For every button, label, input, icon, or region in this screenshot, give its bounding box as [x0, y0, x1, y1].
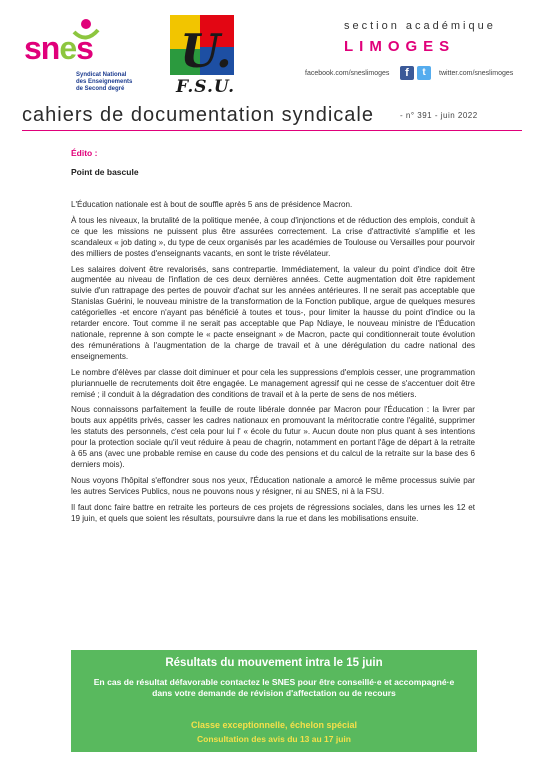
snes-wordmark: snes: [24, 30, 93, 66]
paragraph: Nous connaissons parfaitement la feuille de route libérale donnée par Macron pour l'Éducation : la livrer par bouts aux appétits privés, casser les cadres nationaux en promouvant la méritocratie contre l'égalité, supprimer les statuts des personnels, c'est cela pour lui l' « école du futur ». Aucun doute non plus quant à ses intentions pour la protection sociale qu'il veut réduire à peau de chagrin, notamment en portant l'âge de départ à la retraite à 65 ans (avec une probable remise en cause du code des pensions et du calcul de la retraite sur la base des 6 derniers mois).: [71, 405, 475, 469]
publication-title: [22, 104, 522, 130]
city-label: LIMOGES: [344, 38, 456, 55]
article-kicker: Édito :: [71, 148, 98, 158]
fsu-mark: U.: [180, 24, 232, 75]
social-links: [305, 66, 530, 82]
issue-number: - n° 391 - juin 2022: [400, 111, 478, 120]
paragraph: L'Éducation nationale est à bout de souffle après 5 ans de présidence Macron.: [71, 200, 353, 209]
twitter-link[interactable]: twitter.com/sneslimoges: [439, 70, 514, 77]
article: [71, 148, 475, 524]
article-heading: Point de bascule: [71, 167, 139, 177]
facebook-link[interactable]: facebook.com/sneslimoges: [305, 70, 390, 77]
paragraph: Les salaires doivent être revalorisés, sans contrepartie. Immédiatement, la valeur du point d'indice doit être augmentée au niveau de l'inflation de ces deux dernières années. Cette augmentation doit être rapidement suivie d'un rattrapage des pertes de pouvoir d'achat sur les années antérieures. Il ne serait pas acceptable que Stanislas Guérini, le nouveau ministre de la transformation de la Fonction publique, argue de quelques mesures catégorielles -et encore n'ayant pas bénéficié à toutes et tous-, pour limiter la hausse du point d'indice ou la retarder encore. Tout comme il ne serait pas acceptable que Pap Ndiaye, le nouveau ministre de l'Éducation nationale, reprenne à son compte le « pacte enseignant » de Macron, pacte qui conditionnerait toute évolution des rémunérations à l'augmentation de la charge de travail et à une dérégulation du cadre national des enseignements.: [71, 264, 475, 361]
results-announcement-box: [71, 650, 477, 752]
header: [0, 0, 545, 105]
title-divider: [22, 130, 522, 131]
snes-logo: [24, 18, 134, 98]
paragraph: Il faut donc faire battre en retraite les porteurs de ces projets de régressions sociales, dans les urnes les 12 et 19 juin, et quels que soient les résultats, poursuivre dans la rue et dans les mobilisations ensuite.: [71, 502, 475, 523]
title-main: cahiers de documentation syndicale: [22, 104, 374, 126]
classe-subtitle: Consultation des avis du 13 au 17 juin: [197, 734, 351, 744]
snes-tagline: Syndicat National des Enseignements de Second degré: [76, 72, 133, 92]
results-title: Résultats du mouvement intra le 15 juin: [165, 657, 383, 669]
fsu-label: F.S.U.: [176, 77, 236, 97]
fsu-logo: [170, 15, 240, 97]
section-label: section académique: [344, 20, 496, 32]
facebook-icon[interactable]: f: [400, 66, 414, 80]
classe-title: Classe exceptionnelle, échelon spécial: [190, 720, 358, 730]
paragraph: Le nombre d'élèves par classe doit diminuer et pour cela les suppressions d'emplois cesser, une programmation pluriannuelle de recrutements doit être engagée. Le management agressif qui ne cesse de s'accentuer doit être remisé ; il conduit à la dégradation des conditions de travail et à la perte de sens de nos métiers.: [71, 367, 475, 399]
paragraph: Nous voyons l'hôpital s'effondrer sous nos yeux, l'Éducation nationale a amorcé le même processus suivie par les autres Services Publics, nous ne pouvons nous y résigner, ni au SNES, ni à la FSU.: [71, 475, 475, 496]
results-text: En cas de résultat défavorable contactez le SNES pour être conseillé·e et accompagné·e dans votre demande de révision d'affectation ou de recours: [93, 677, 455, 698]
twitter-icon[interactable]: t: [417, 66, 431, 80]
fsu-color-blocks-icon: [170, 15, 234, 75]
paragraph: À tous les niveaux, la brutalité de la politique menée, à coup d'injonctions et de réduction des emplois, conduit à ce que les missions ne puissent plus être assurées correctement. La crise d'attractivité s'amplifie et les scandaleux « job dating », du type de ceux organisés par les académies de Toulouse ou Versailles pour pourvoir des milliers de postes d'enseignants vacants, en sont le triste révélateur.: [71, 215, 475, 258]
